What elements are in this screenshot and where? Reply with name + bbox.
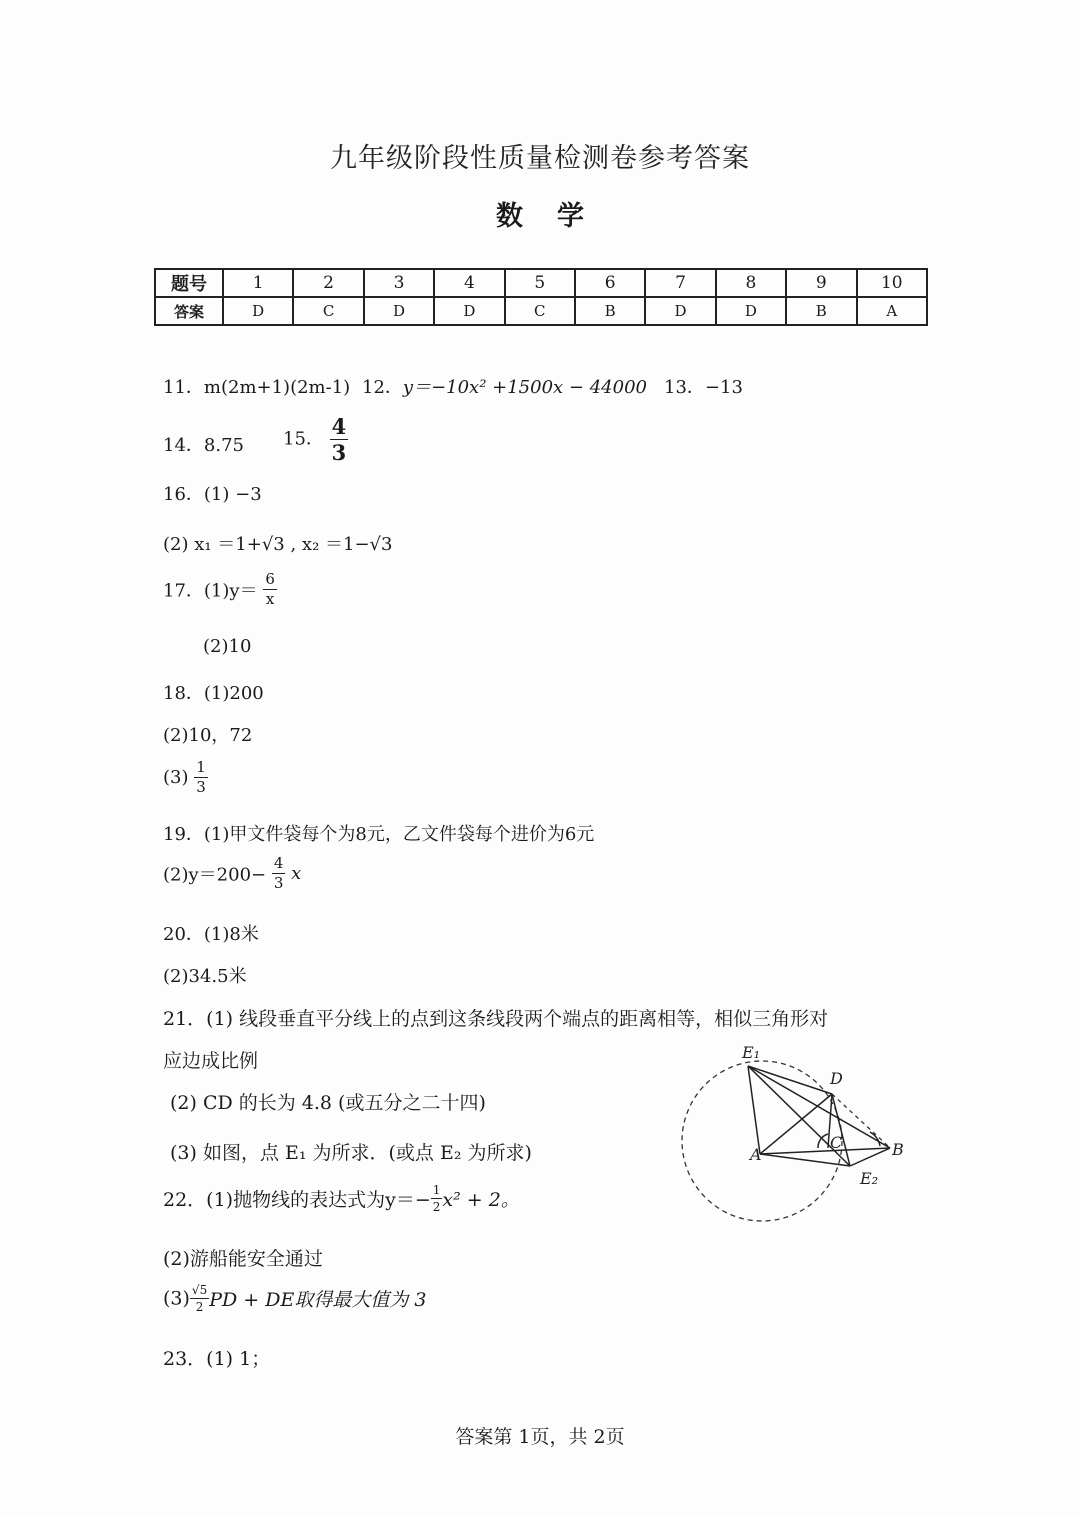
table-cell: 6: [575, 269, 645, 297]
fraction-numerator: 6: [265, 570, 275, 588]
q15-label: 15．: [283, 428, 324, 450]
fraction-numerator: 4: [273, 854, 284, 872]
table-cell: D: [223, 297, 293, 325]
q22-1-tail: x² + 2。: [442, 1189, 520, 1211]
answer-q14: 14．8.75: [163, 435, 244, 456]
table-cell: 4: [434, 269, 504, 297]
table-cell: 10: [857, 269, 927, 297]
q19-2-label: (2)y＝200−: [163, 864, 267, 886]
table-cell: 2: [293, 269, 363, 297]
answer-q15: [283, 416, 348, 463]
table-cell: D: [364, 297, 434, 325]
answer-q13: 13．−13: [664, 377, 743, 398]
table-cell: 1: [223, 269, 293, 297]
answer-q22-2: (2)游船能安全通过: [163, 1248, 323, 1270]
fraction-numerator: 4: [331, 414, 347, 439]
q18-3-fraction: [194, 760, 208, 795]
fraction-denominator: 3: [196, 778, 206, 796]
table-cell: 3: [364, 269, 434, 297]
table-row-answers: [155, 297, 927, 325]
answer-q21-1b: 应边成比例: [163, 1050, 259, 1072]
answer-q16-2: (2) x₁ ＝1+√3 , x₂ ＝1−√3: [163, 534, 393, 555]
answer-q21-1a: 21．(1) 线段垂直平分线上的点到这条线段两个端点的距离相等，相似三角形对: [163, 1008, 829, 1030]
answer-q18-1: 18．(1)200: [163, 683, 264, 704]
page-footer: 答案第 1页，共 2页: [455, 1426, 625, 1448]
q17-label: 17．(1)y＝: [163, 580, 258, 602]
fraction-denominator: x: [263, 589, 277, 607]
q22-3-tail: PD + DE取得最大值为 3: [209, 1289, 427, 1311]
row-label-answer: 答案: [155, 297, 223, 325]
answer-q17-2: (2)10: [203, 636, 252, 657]
figure-lines: [748, 1066, 890, 1166]
table-cell: D: [645, 297, 715, 325]
answer-q21-2: (2) CD 的长为 4.8 (或五分之二十四): [170, 1092, 486, 1114]
answer-q22-3: [163, 1284, 426, 1313]
label-e1: E₁: [742, 1043, 761, 1062]
table-cell: 5: [505, 269, 575, 297]
subject-heading: 数学: [496, 201, 618, 232]
fraction-denominator: 2: [432, 1200, 441, 1214]
table-cell: C: [505, 297, 575, 325]
row-label-number: 题号: [155, 269, 223, 297]
answer-q16-1: 16．(1) −3: [163, 484, 262, 505]
answer-q11: 11．m(2m+1)(2m-1): [163, 377, 351, 398]
answer-q17-1: [163, 572, 277, 607]
q22-1-fraction: [431, 1184, 443, 1213]
table-cell: 7: [645, 269, 715, 297]
fraction-denominator: 2: [190, 1298, 209, 1313]
label-c: C: [830, 1133, 843, 1152]
label-a: A: [750, 1145, 762, 1164]
q22-3-label: (3): [163, 1287, 190, 1310]
q18-3-label: (3): [163, 767, 189, 788]
table-row-numbers: [155, 269, 927, 297]
answer-table: [154, 268, 928, 326]
answer-q18-3: [163, 760, 208, 795]
table-cell: B: [575, 297, 645, 325]
label-b: B: [892, 1140, 904, 1159]
answer-q12: [362, 373, 647, 399]
fraction-denominator: 3: [273, 874, 284, 892]
dashed-circle: [682, 1061, 842, 1221]
label-d: D: [830, 1069, 843, 1088]
table-cell: 8: [716, 269, 786, 297]
q19-2-variable: x: [291, 863, 302, 884]
q15-fraction: [330, 416, 349, 463]
document-title: 九年级阶段性质量检测卷参考答案: [330, 143, 750, 174]
table-cell: B: [786, 297, 856, 325]
geometry-figure: [670, 1036, 920, 1236]
table-cell: 9: [786, 269, 856, 297]
table-cell: C: [293, 297, 363, 325]
table-cell: D: [434, 297, 504, 325]
q22-3-fraction: [190, 1284, 209, 1313]
table-cell: D: [716, 297, 786, 325]
fraction-numerator: 1: [432, 1183, 441, 1197]
answer-q20-2: (2)34.5米: [163, 966, 247, 987]
q19-2-fraction: [272, 856, 286, 891]
answer-q18-2: (2)10，72: [163, 725, 253, 746]
fraction-numerator: √5: [191, 1283, 208, 1297]
q17-fraction: [263, 572, 277, 607]
answer-q20-1: 20．(1)8米: [163, 924, 259, 945]
answer-q19-2: [163, 856, 301, 891]
fraction-numerator: 1: [196, 758, 206, 776]
answer-q21-3: (3) 如图，点 E₁ 为所求．(或点 E₂ 为所求): [170, 1142, 532, 1164]
fraction-denominator: 3: [331, 440, 347, 465]
q22-1-label: 22．(1)抛物线的表达式为y＝−: [163, 1189, 431, 1211]
q12-label: 12．: [362, 377, 403, 398]
answer-q22-1: [163, 1184, 520, 1213]
answer-q19-1: 19．(1)甲文件袋每个为8元，乙文件袋每个进价为6元: [163, 824, 595, 845]
answer-q23-1: 23．(1) 1；: [163, 1348, 271, 1370]
q12-expression: y＝−10x² +1500x − 44000: [402, 377, 647, 398]
label-e2: E₂: [860, 1169, 879, 1188]
table-cell: A: [857, 297, 927, 325]
